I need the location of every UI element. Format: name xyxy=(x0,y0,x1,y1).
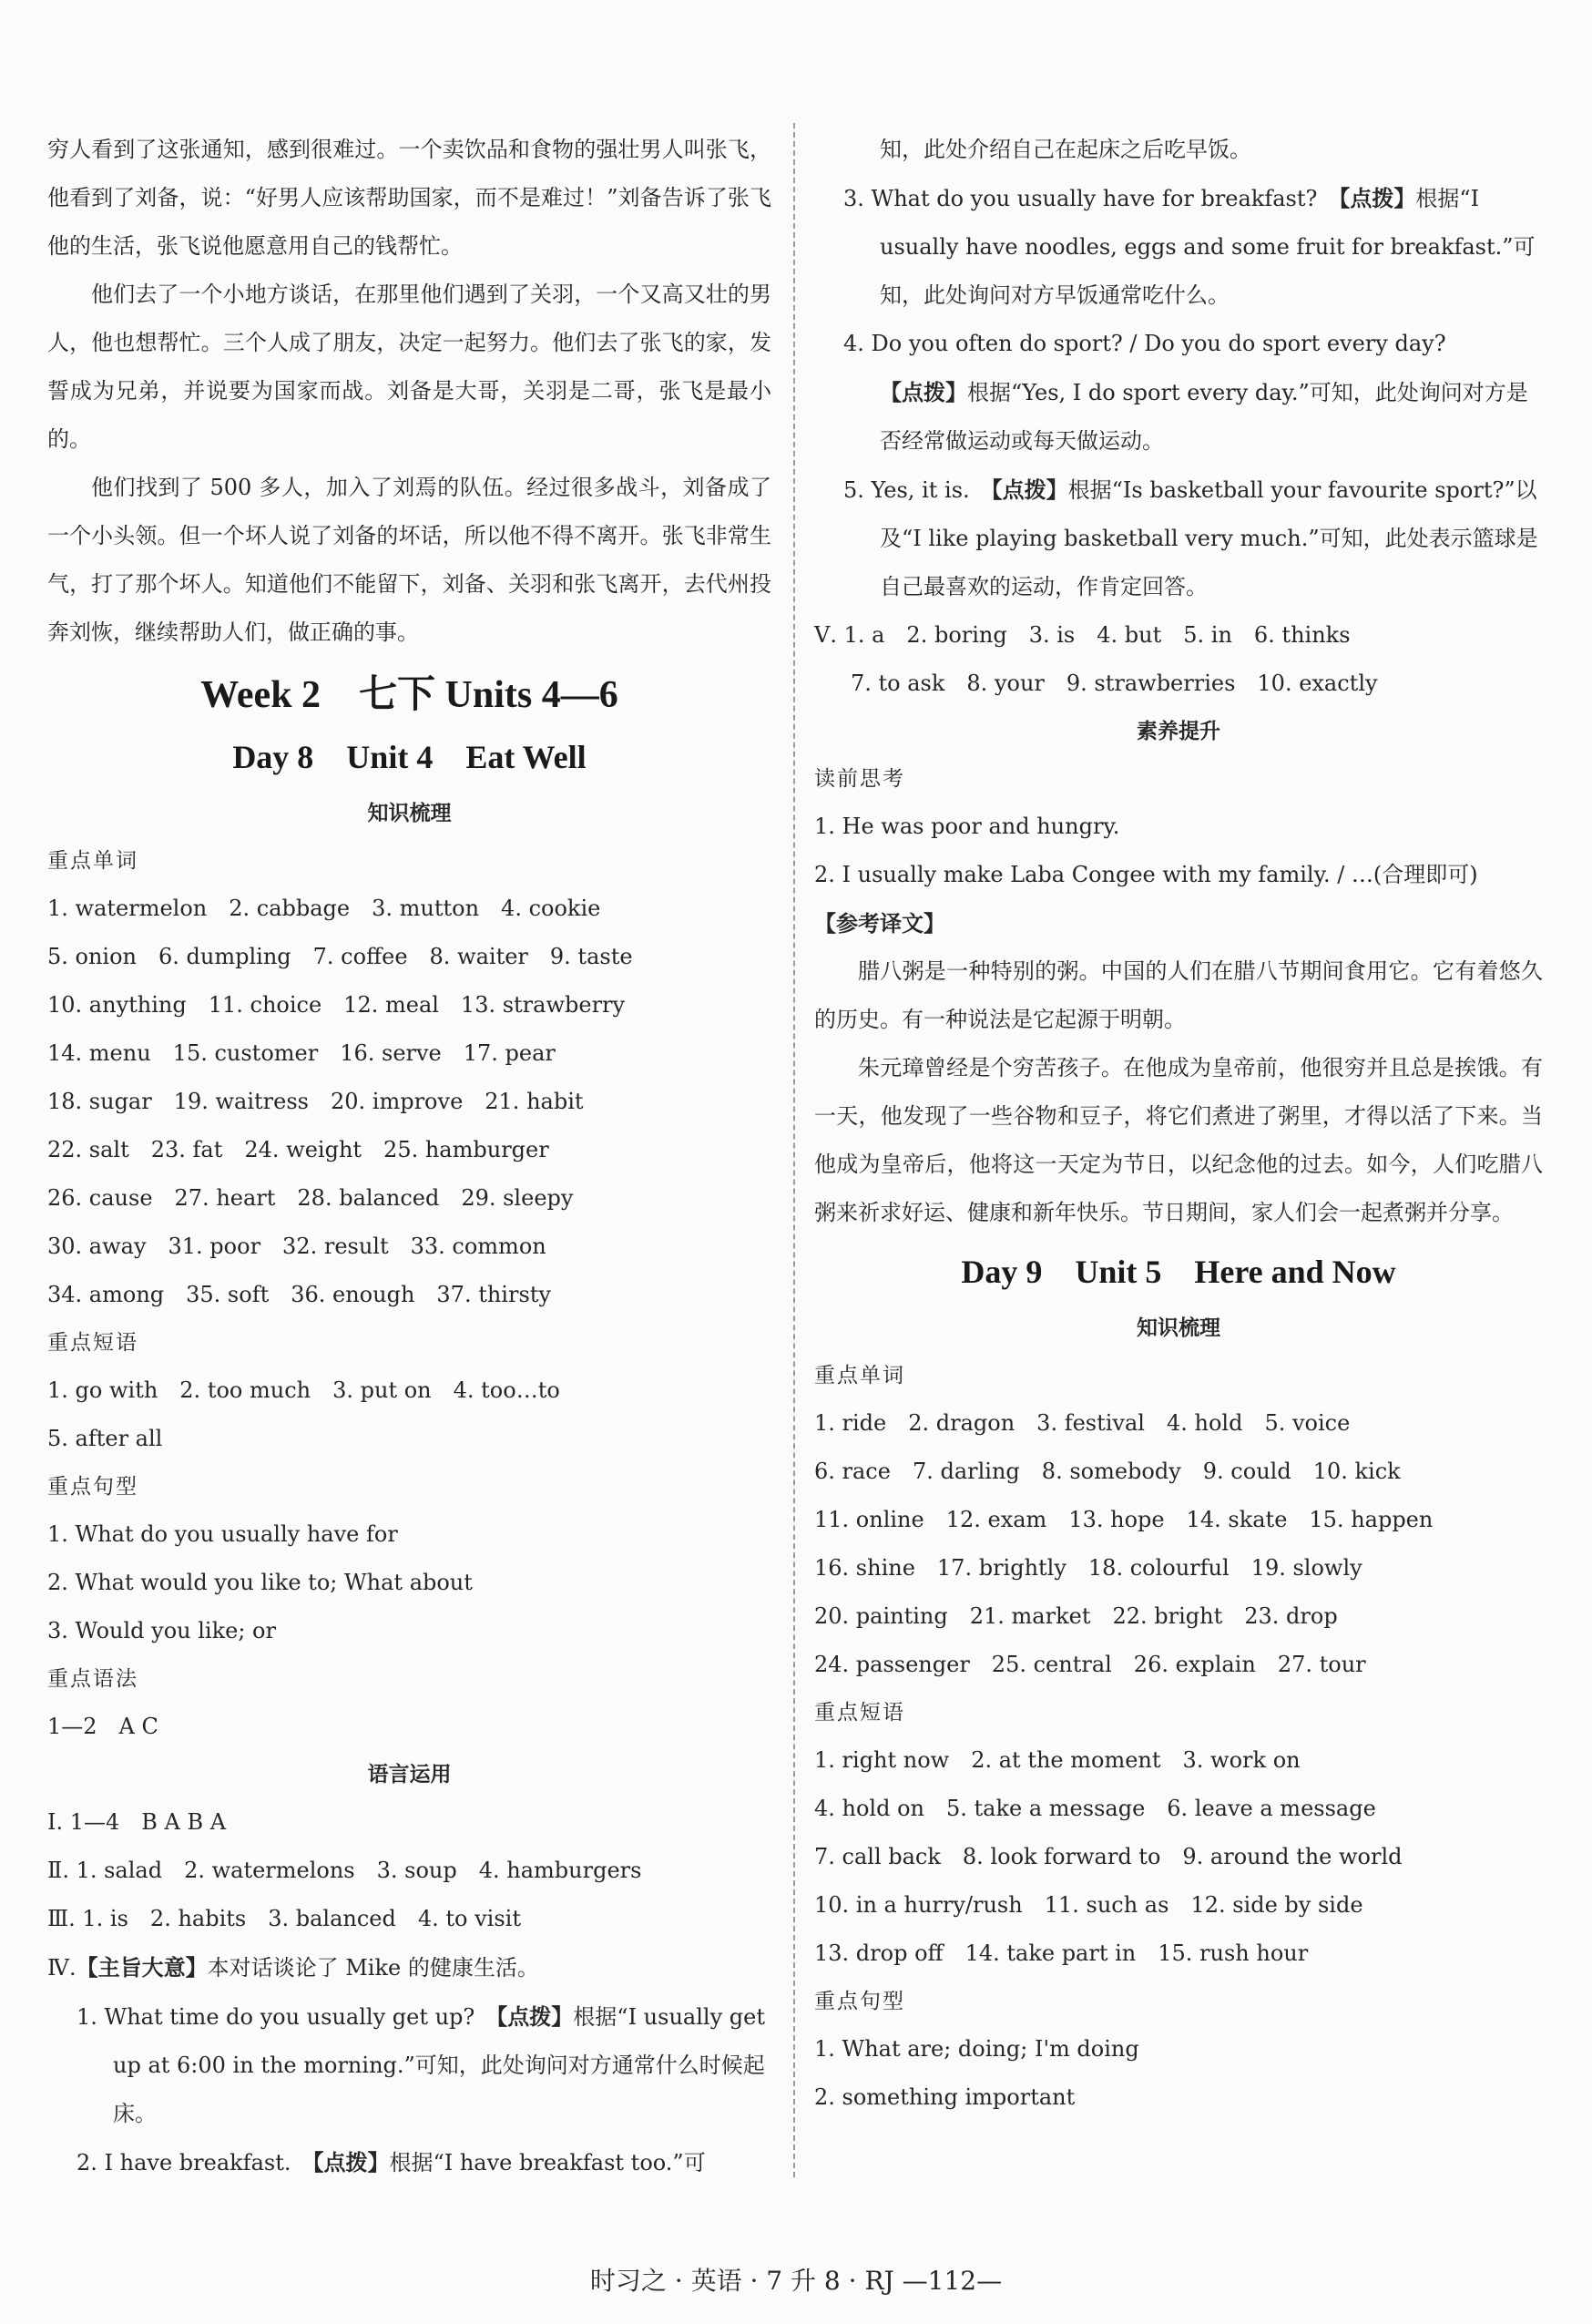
word-line: 30. away 31. poor 32. result 33. common xyxy=(47,1234,546,1259)
exercise-4-header xyxy=(47,1943,771,1992)
phrase-line: 1. right now 2. at the moment 3. work on xyxy=(814,1747,1301,1773)
literacy-heading: 素养提升 xyxy=(1137,719,1220,743)
word-line: 24. passenger 25. central 26. explain 27. tour xyxy=(814,1652,1366,1677)
language-heading: 语言运用 xyxy=(367,1762,452,1787)
story-paragraph-1: 穷人看到了这张通知，感到很难过。一个卖饮品和食物的强壮男人叫张飞，他看到了刘备，说：“好男人应该帮助国家，而不是难过！”刘备告诉了张飞他的生活，张飞说他愿意用自己的钱帮忙。 xyxy=(47,137,771,259)
sentence-line: 2. something important xyxy=(814,2084,1076,2110)
column-divider xyxy=(793,123,795,2177)
knowledge-heading: 知识梳理 xyxy=(367,801,452,825)
word-line: 16. shine 17. brightly 18. colourful 19. slowly xyxy=(814,1555,1362,1581)
phrase-line: 10. in a hurry/rush 11. such as 12. side by side xyxy=(814,1892,1363,1918)
sentence-line: 1. What do you usually have for xyxy=(47,1521,398,1547)
exercise-4-item-3 xyxy=(814,174,1543,320)
key-sentences-label: 重点句型 xyxy=(814,1990,905,2013)
translation-paragraph-2: 朱元璋曾经是个穷苦孩子。在他成为皇帝前，他很穷并且总是挨饿。有一天，他发现了一些谷物和豆子，将它们煮进了粥里，才得以活了下来。当他成为皇帝后，他将这一天定为节日，以纪念他的过去。如今，人们吃腊八粥来祈求好运、健康和新年快乐。节日期间，家人们会一起煮粥并分享。 xyxy=(814,1055,1543,1225)
hint-tag: 【点拨】 xyxy=(496,2003,574,2030)
story-paragraph-2: 他们去了一个小地方谈话，在那里他们遇到了关羽，一个又高又壮的男人，他也想帮忙。三个人成了朋友，决定一起努力。他们去了张飞的家，发誓成为兄弟，并说要为国家而战。刘备是大哥，关羽是二哥，张飞是最小的。 xyxy=(47,282,771,452)
translation-paragraph-1: 腊八粥是一种特别的粥。中国的人们在腊八节期间食用它。它有着悠久的历史。有一种说法是它起源于明朝。 xyxy=(814,958,1543,1032)
key-grammar-label: 重点语法 xyxy=(47,1667,138,1691)
main-idea-text: 本对话谈论了 Mike 的健康生活。 xyxy=(207,1955,539,1981)
exercise-4-item-4 xyxy=(814,320,1543,466)
sentence-line: 3. Would you like; or xyxy=(47,1618,276,1643)
hint-text: 根据“I usually get up at 6:00 in the morning.”可知，此处询问对方通常什么时候起床。 xyxy=(113,2004,765,2126)
word-line: 6. race 7. darling 8. somebody 9. could 10. kick xyxy=(814,1459,1401,1484)
prereading-label: 读前思考 xyxy=(814,767,905,791)
phrase-line: 7. call back 8. look forward to 9. around the world xyxy=(814,1844,1403,1869)
hint-tag: 【点拨】 xyxy=(991,476,1068,503)
exercise-4-number: Ⅳ. xyxy=(47,1955,77,1981)
knowledge-heading: 知识梳理 xyxy=(1137,1316,1220,1340)
prereading-answer: 1. He was poor and hungry. xyxy=(814,814,1120,839)
day9-title: Day 9 Unit 5 Here and Now xyxy=(961,1254,1396,1290)
hint-text: 根据“I usually have noodles, eggs and some fruit for breakfast.”可知，此处询问对方早饭通常吃什么。 xyxy=(880,186,1536,308)
hint-tag: 【点拨】 xyxy=(880,379,967,405)
key-words-label: 重点单词 xyxy=(814,1364,905,1387)
word-line: 18. sugar 19. waitress 20. improve 21. habit xyxy=(47,1089,584,1114)
translation-label: 【参考译文】 xyxy=(814,910,945,937)
hint-text: 根据“Yes, I do sport every day.”可知，此处询问对方是否经常做运动或每天做运动。 xyxy=(880,380,1528,454)
week-title: Week 2 七下 Units 4—6 xyxy=(200,674,618,716)
right-column xyxy=(814,126,1543,2122)
sentence-line: 1. What are; doing; I'm doing xyxy=(814,2036,1139,2062)
exercise-5-answers-line-1: Ⅴ. 1. a 2. boring 3. is 4. but 5. in 6. thinks xyxy=(814,622,1351,648)
main-idea-tag: 【主旨大意】 xyxy=(76,1954,208,1981)
day8-title: Day 8 Unit 4 Eat Well xyxy=(232,739,587,775)
word-line: 1. ride 2. dragon 3. festival 4. hold 5. voice xyxy=(814,1410,1351,1436)
hint-tag: 【点拨】 xyxy=(312,2149,390,2176)
answer-text: 5. Yes, it is. xyxy=(843,477,992,503)
exercise-4-item-2-continued: 知，此处介绍自己在起床之后吃早饭。 xyxy=(880,137,1251,162)
exercise-3-answers: Ⅲ. 1. is 2. habits 3. balanced 4. to visit xyxy=(47,1906,521,1931)
hint-tag: 【点拨】 xyxy=(1339,185,1416,211)
word-line: 10. anything 11. choice 12. meal 13. strawberry xyxy=(47,992,626,1018)
key-phrases-label: 重点短语 xyxy=(814,1701,905,1725)
story-paragraph-3: 他们找到了 500 多人，加入了刘焉的队伍。经过很多战斗，刘备成了一个小头领。但一个坏人说了刘备的坏话，所以他不得不离开。张飞非常生气，打了那个坏人。知道他们不能留下，刘备、关羽和张飞离开，去代州投奔刘恢，继续帮助人们，做正确的事。 xyxy=(47,475,771,645)
word-line: 1. watermelon 2. cabbage 3. mutton 4. cookie xyxy=(47,896,601,921)
exercise-1-answers: Ⅰ. 1—4 B A B A xyxy=(47,1809,227,1835)
word-line: 14. menu 15. customer 16. serve 17. pear xyxy=(47,1040,556,1066)
grammar-answers: 1—2 A C xyxy=(47,1714,158,1739)
hint-text: 根据“I have breakfast too.”可 xyxy=(389,2150,706,2176)
key-sentences-label: 重点句型 xyxy=(47,1475,138,1499)
sentence-line: 2. What would you like to; What about xyxy=(47,1570,473,1595)
key-phrases-label: 重点短语 xyxy=(47,1331,138,1355)
key-words-label: 重点单词 xyxy=(47,849,138,873)
left-column xyxy=(47,126,771,2187)
phrase-line: 1. go with 2. too much 3. put on 4. too…to xyxy=(47,1377,560,1403)
answer-text: 1. What time do you usually get up? xyxy=(77,2004,497,2030)
prereading-answer: 2. I usually make Laba Congee with my family. / …(合理即可) xyxy=(814,862,1478,887)
word-line: 11. online 12. exam 13. hope 14. skate 15. happen xyxy=(814,1507,1434,1532)
hint-text: 根据“Is basketball your favourite sport?”以及“I like playing basketball very much.”可知，此处表示篮球是自己最喜欢的运动，作肯定回答。 xyxy=(880,477,1538,599)
answer-text: 3. What do you usually have for breakfast? xyxy=(843,186,1340,211)
page-footer: 时习之 · 英语 · 7 升 8 · RJ —112— xyxy=(589,2266,1003,2296)
word-line: 26. cause 27. heart 28. balanced 29. sleepy xyxy=(47,1185,574,1211)
exercise-4-item-2 xyxy=(47,2138,771,2187)
exercise-2-answers: Ⅱ. 1. salad 2. watermelons 3. soup 4. hamburgers xyxy=(47,1858,642,1883)
phrase-line: 5. after all xyxy=(47,1426,163,1451)
answer-text: 2. I have breakfast. xyxy=(77,2150,313,2176)
word-line: 20. painting 21. market 22. bright 23. drop xyxy=(814,1603,1338,1629)
word-line: 22. salt 23. fat 24. weight 25. hamburger xyxy=(47,1137,549,1162)
word-line: 34. among 35. soft 36. enough 37. thirsty xyxy=(47,1282,551,1307)
word-line: 5. onion 6. dumpling 7. coffee 8. waiter 9. taste xyxy=(47,944,633,969)
exercise-5-answers-line-2: 7. to ask 8. your 9. strawberries 10. exactly xyxy=(851,671,1378,696)
phrase-line: 13. drop off 14. take part in 15. rush hour xyxy=(814,1940,1309,1966)
phrase-line: 4. hold on 5. take a message 6. leave a message xyxy=(814,1796,1376,1821)
answer-text: 4. Do you often do sport? / Do you do sport every day? xyxy=(843,331,1468,356)
exercise-4-item-1 xyxy=(47,1992,771,2138)
exercise-4-item-5 xyxy=(814,466,1543,611)
